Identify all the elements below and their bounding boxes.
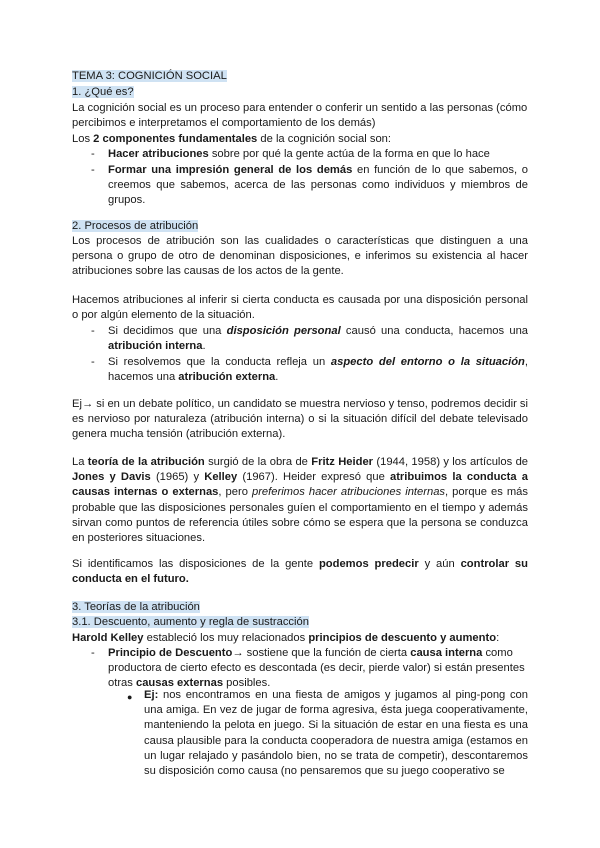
round-bullet: ● (127, 692, 133, 702)
dash-bullet: - (91, 356, 95, 368)
section-1-heading: 1. ¿Qué es? (72, 86, 134, 98)
dash-bullet: - (91, 148, 95, 160)
dash-bullet: - (91, 647, 95, 659)
attribution-paragraph-1: Los procesos de atribución son las cualidades o características que distinguen a una persona o grupo de otro de denominan disposiciones, e inferimos su existencia al hacer atribuciones sobre las causas de los actos de la gente. (72, 235, 528, 278)
components-intro: Los 2 componentes fundamentales de la cognición social son: (72, 133, 391, 145)
definition-paragraph: La cognición social es un proceso para entender o conferir un sentido a las personas (cómo percibimos e interpretamos el comportamiento de los demás) (72, 102, 528, 130)
component-item-1: Hacer atribuciones sobre por qué la gente actúa de la forma en que lo hace (108, 148, 490, 160)
attribution-theory-paragraph: La teoría de la atribución surgió de la obra de Fritz Heider (1944, 1958) y los artículos de Jones y Davis (1965) y Kelley (1967). Heider expresó que atribuimos la conducta a causas internas o externas, pero preferimos hacer atribuciones internas, porque es más probable que las disposiciones personales guíen el comportamiento en el tiempo y además sirvan como puntos de referencia útiles sobre cómo se espera que la persona se conduzca en posteriores situaciones. (72, 456, 529, 545)
component-item-2: Formar una impresión general de los demás en función de lo que sabemos, o creemos que sabemos, acerca de las personas como individuos y miembros de grupos. (108, 164, 528, 207)
example-paragraph: Ej→ si en un debate político, un candidato se muestra nervioso y tenso, podremos decidir si es nervioso por naturaleza (atribución interna) o si la situación difícil del debate televisado genera mucha tensión (atribución externa). (72, 398, 528, 441)
external-attribution-item: Si resolvemos que la conducta refleja un aspecto del entorno o la situación, hacemos una atribución externa. (108, 356, 528, 384)
prediction-paragraph: Si identificamos las disposiciones de la gente podemos predecir y aún controlar su conducta en el futuro. (72, 558, 528, 586)
section-3-heading: 3. Teorías de la atribución (72, 601, 200, 613)
section-2-heading: 2. Procesos de atribución (72, 220, 199, 232)
kelley-paragraph: Harold Kelley estableció los muy relacionados principios de descuento y aumento: (72, 632, 500, 644)
section-3-1-heading: 3.1. Descuento, aumento y regla de sustracción (72, 616, 309, 628)
discount-principle-item: Principio de Descuento→ sostiene que la función de cierta causa interna como productora de cierto efecto es descontada (es decir, pierde valor) si están presentes otras causas externas posibles. (108, 647, 525, 690)
example-ping-pong: Ej: nos encontramos en una fiesta de amigos y jugamos al ping-pong con una amiga. En vez de jugar de forma agresiva, ésta juega cooperativamente, manteniendo la pelota en juego. Si la situación de estar en una fiesta es una causa plausible para la conducta cooperadora de nuestra amiga (estamos en un lugar relajado y pasándolo bien, no se trata de competir), descontaremos su disposición como causa (no pensaremos que su juego cooperativo se (144, 689, 528, 778)
internal-attribution-item: Si decidimos que una disposición personal causó una conducta, hacemos una atribución interna. (108, 325, 529, 353)
dash-bullet: - (91, 325, 95, 337)
attribution-paragraph-2: Hacemos atribuciones al inferir si cierta conducta es causada por una disposición personal o por algún elemento de la situación. (72, 294, 528, 322)
main-title: TEMA 3: COGNICIÓN SOCIAL (72, 70, 227, 82)
dash-bullet: - (91, 164, 95, 176)
